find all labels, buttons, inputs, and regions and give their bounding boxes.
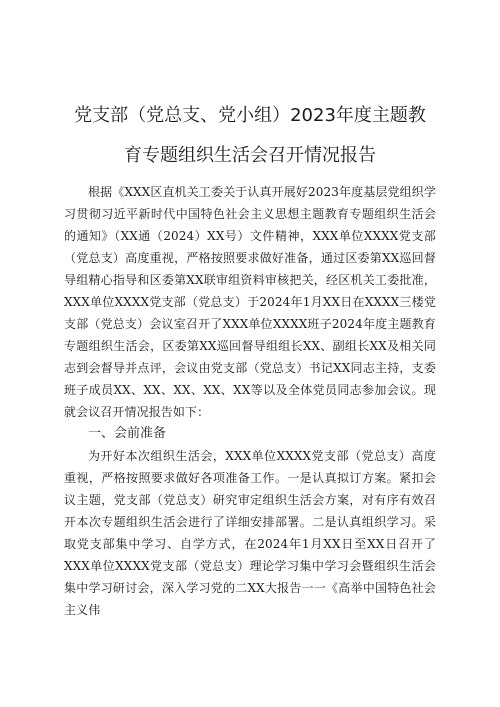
intro-paragraph: 根据《XXX区直机关工委关于认真开展好2023年度基层党组织学习贯彻习近平新时代中国特色社会主义思想主题教育专题组织生活会的通知》（XX通（2024）XX号）文件精神，XXX单位XXXX党支部（党总支）高度重视，严格按照要求做好准备，通过区委第XX巡回督导组精心指导和区委第XX联审组资料审核把关，经区机关工委批准，XXX单位XXXX党支部（党总支）于2024年1月XX日在XXXX三楼党支部（党总支）会议室召开了XXX单位XXXX班子2024年度主题教育专题组织生活会，区委第XX巡回督导组组长XX、副组长XX及相关同志到会督导并点评，会议由党支部（党总支）书记XX同志主持，支委班子成员XX、XX、XX、XX、XX等以及全体党员同志参加会议。现就会议召开情况报告如下： xyxy=(64,185,436,419)
preparation-paragraph: 为开好本次组织生活会，XXX单位XXXX党支部（党总支）高度重视，严格按照要求做好各项准备工作。一是认真拟订方案。紧扣会议主题，党支部（党总支）研究审定组织生活会方案，对有序有效召开本次专题组织生活会进行了详细安排部署。二是认真组织学习。采取党支部集中学习、自学方式，在2024年1月XX日至XX日召开了XXX单位XXXX党支部（党总支）理论学习集中学习会暨组织生活会集中学习研讨会，深入学习党的二XX大报告一一《高举中国特色社会主义伟 xyxy=(64,449,436,617)
title-line-2: 育专题组织生活会召开情况报告 xyxy=(124,145,376,166)
section-heading-preparation: 一、会前准备 xyxy=(88,426,167,441)
document-title xyxy=(64,96,436,176)
title-line-1: 党支部（党总支、党小组）2023年度主题教 xyxy=(74,105,426,126)
